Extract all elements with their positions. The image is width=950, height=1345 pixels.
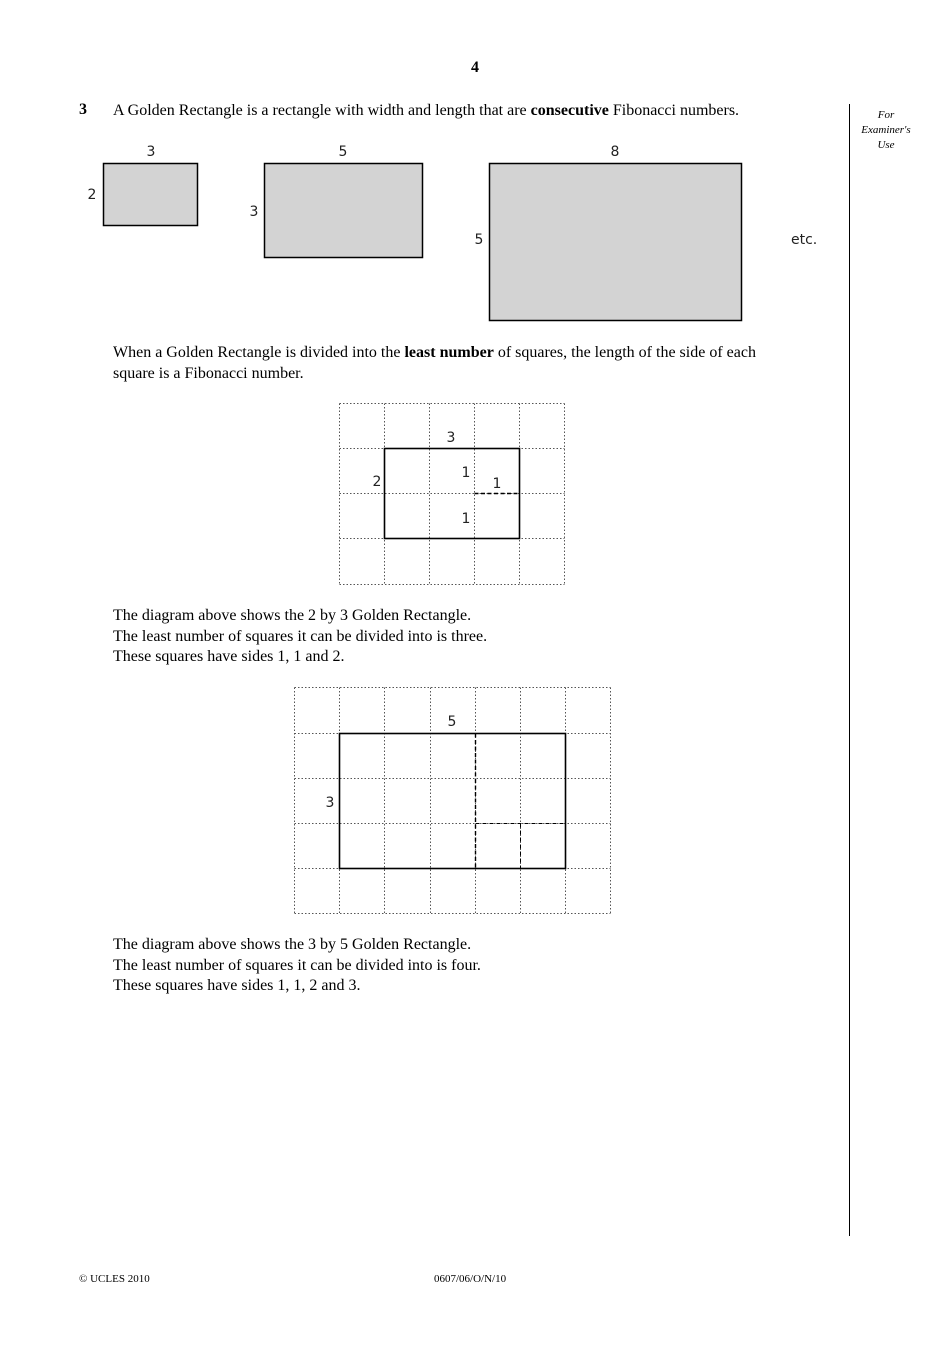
example-rectangle-5x3	[265, 164, 423, 258]
intro-text-post: Fibonacci numbers.	[608, 102, 740, 119]
example-3-height-label: 5	[474, 232, 484, 248]
example-1-height-label: 2	[87, 187, 97, 203]
diagram-2-description	[113, 935, 481, 997]
example-1-width-label: 3	[146, 144, 156, 160]
diagram-2-by-3	[0, 395, 950, 595]
example-2-height-label: 3	[249, 204, 259, 220]
description-line: The least number of squares it can be divided into is four.	[113, 956, 481, 974]
description-line: These squares have sides 1, 1 and 2.	[113, 648, 345, 665]
intro-text-pre: A Golden Rectangle is a rectangle with width and length that are	[113, 102, 531, 119]
least-squares-paragraph	[113, 343, 756, 384]
question-number: 3	[79, 101, 87, 118]
width-label: 5	[447, 714, 457, 730]
description-line: The diagram above shows the 3 by 5 Golden Rectangle.	[113, 936, 472, 953]
paragraph-line: square is a Fibonacci number.	[113, 364, 304, 382]
diagram-1-description	[113, 606, 487, 668]
square-label: 1	[492, 476, 502, 492]
square-label: 1	[461, 465, 471, 481]
paragraph-text-pre: When a Golden Rectangle is divided into the	[113, 344, 405, 361]
examiner-label-line: For	[877, 109, 895, 121]
example-rectangle-8x5	[490, 164, 742, 321]
height-label: 2	[372, 474, 382, 490]
width-label: 3	[446, 430, 456, 446]
example-2-width-label: 5	[338, 144, 348, 160]
square-label: 1	[461, 511, 471, 527]
description-line: The least number of squares it can be divided into is three.	[113, 627, 488, 645]
example-3-width-label: 8	[610, 144, 620, 160]
golden-rectangle-outline	[340, 734, 566, 869]
description-line: These squares have sides 1, 1, 2 and 3.	[113, 977, 361, 994]
intro-text-bold: consecutive	[530, 102, 609, 119]
examiner-label-line: Use	[877, 139, 895, 151]
page-number: 4	[471, 59, 479, 76]
example-rectangles	[0, 0, 950, 340]
diagram-3-by-5	[0, 680, 950, 920]
paragraph-line	[113, 343, 756, 364]
example-rectangle-3x2	[104, 164, 198, 226]
paragraph-text-post: of squares, the length of the side of each	[493, 344, 756, 361]
height-label: 3	[325, 795, 335, 811]
paper-code-footer: 0607/06/O/N/10	[434, 1273, 507, 1285]
copyright-footer: © UCLES 2010	[79, 1273, 150, 1285]
description-line: The diagram above shows the 2 by 3 Golden Rectangle.	[113, 607, 472, 624]
paragraph-text-bold: least number	[404, 344, 494, 361]
examiner-label-line: Examiner's	[861, 124, 911, 136]
etc-label: etc.	[791, 232, 818, 248]
